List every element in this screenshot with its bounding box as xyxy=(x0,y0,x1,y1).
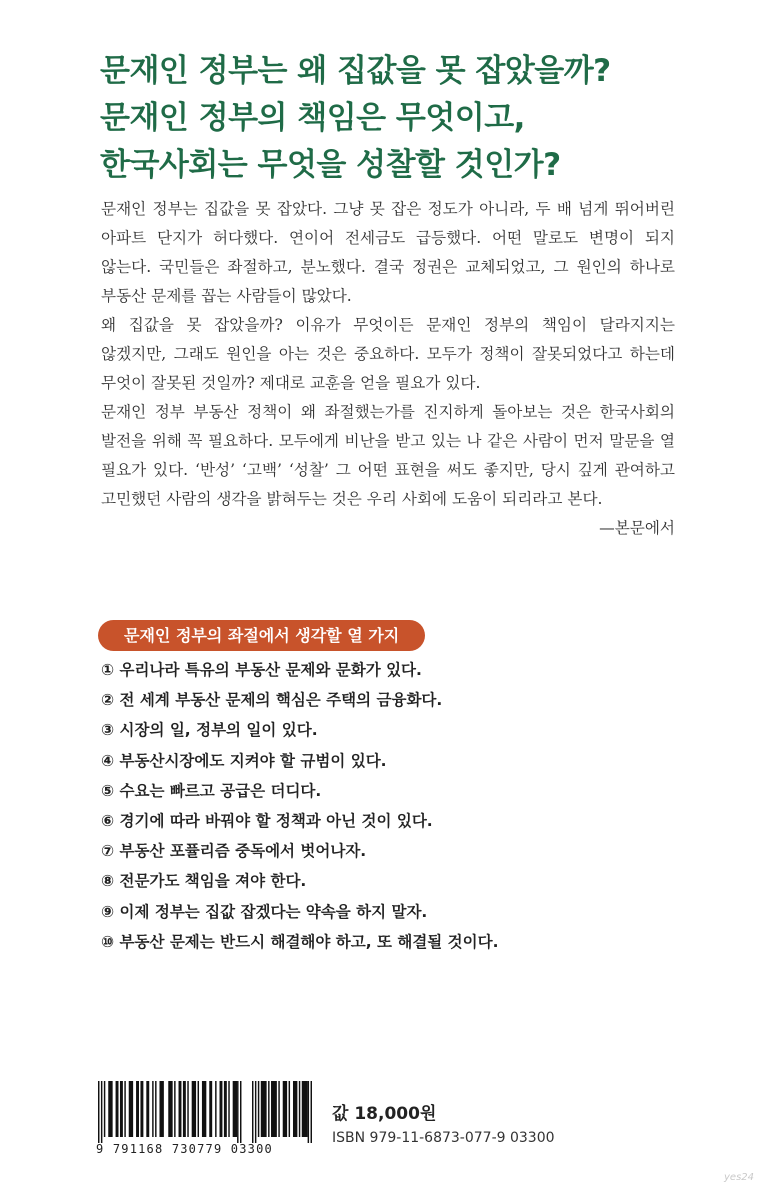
barcode-bar xyxy=(129,1081,133,1137)
barcode-bar xyxy=(233,1081,237,1137)
barcode-bar xyxy=(98,1081,99,1143)
barcode-bar xyxy=(278,1081,279,1137)
barcode-bar xyxy=(261,1081,267,1137)
headline-line-3: 한국사회는 무엇을 성찰할 것인가? xyxy=(100,147,561,183)
excerpt-source: —본문에서 xyxy=(599,519,675,537)
barcode-bar xyxy=(198,1081,199,1137)
reason-item-8: ⑧ 전문가도 책임을 져야 한다. xyxy=(101,872,307,891)
barcode-bar xyxy=(187,1081,188,1137)
barcode-bar xyxy=(209,1081,212,1137)
barcode-bar xyxy=(255,1081,256,1143)
barcode-bar xyxy=(183,1081,186,1137)
barcode-bar xyxy=(271,1081,277,1137)
section-title-badge: 문재인 정부의 좌절에서 생각할 열 가지 xyxy=(98,620,425,651)
barcode-bar xyxy=(101,1081,102,1143)
barcode-bar xyxy=(240,1081,241,1143)
barcode-bar xyxy=(258,1081,259,1137)
barcode-bar xyxy=(140,1081,143,1137)
barcode-bar xyxy=(159,1081,163,1137)
barcode-bar xyxy=(168,1081,172,1137)
barcode-bar xyxy=(308,1081,309,1143)
barcode-bar xyxy=(146,1081,149,1137)
price-label: 값 18,000원 xyxy=(332,1104,437,1124)
headline-line-1: 문재인 정부는 왜 집값을 못 잡았을까? xyxy=(100,53,611,89)
reason-item-4: ④ 부동산시장에도 지켜야 할 규범이 있다. xyxy=(101,751,387,770)
barcode-bar xyxy=(179,1081,182,1137)
reason-item-3: ③ 시장의 일, 정부의 일이 있다. xyxy=(101,721,318,740)
barcode-bar xyxy=(192,1081,196,1137)
isbn-label: ISBN 979-11-6873-077-9 03300 xyxy=(332,1130,555,1146)
barcode-bar xyxy=(152,1081,153,1137)
barcode-bar xyxy=(268,1081,269,1137)
barcode-bar xyxy=(136,1081,139,1137)
reason-item-6: ⑥ 경기에 따라 바꿔야 할 정책과 아닌 것이 있다. xyxy=(101,812,433,831)
excerpt-paragraph-3: 문재인 정부 부동산 정책이 왜 좌절했는가를 진지하게 돌아보는 것은 한국사회의 발전을 위해 꼭 필요하다. 모두에게 비난을 받고 있는 나 같은 사람이 먼저 말문을 열 필요가 있다. ‘반성’ ‘고백’ ‘성찰’ 그 어떤 표현을 써도 좋지만, 당시 깊게 관여하고 고민했던 사람의 생각을 밝혀두는 것은 우리 사회에 도움이 되리라고 본다. xyxy=(101,403,675,508)
barcode-bar xyxy=(116,1081,119,1137)
barcode-bar xyxy=(302,1081,308,1137)
watermark-text: yes24 xyxy=(724,1172,755,1183)
barcode-bar xyxy=(120,1081,123,1137)
barcode-bar xyxy=(155,1081,156,1137)
headline-line-2: 문재인 정부의 책임은 무엇이고, xyxy=(100,100,525,136)
barcode-bar xyxy=(174,1081,175,1137)
barcode-bar xyxy=(108,1081,112,1137)
barcode-bar xyxy=(289,1081,290,1137)
barcode-bar xyxy=(220,1081,223,1137)
excerpt-paragraph-1: 문재인 정부는 집값을 못 잡았다. 그냥 못 잡은 정도가 아니라, 두 배 넘게 뛰어버린 아파트 단지가 허다했다. 연이어 전세금도 급등했다. 어떤 말로도 변명이 되지 않는다. 국민들은 좌절하고, 분노했다. 결국 정권은 교체되었고, 그 원인의 하나로 부동산 문제를 꼽는 사람들이 많았다. xyxy=(101,200,675,305)
barcode-bar xyxy=(311,1081,312,1143)
barcode-bar xyxy=(202,1081,206,1137)
barcode-bar xyxy=(237,1081,238,1143)
barcode-bar xyxy=(283,1081,287,1137)
barcode-bar xyxy=(252,1081,253,1143)
reason-item-9: ⑨ 이제 정부는 집값 잡겠다는 약속을 하지 말자. xyxy=(101,902,428,921)
barcode-bar xyxy=(215,1081,216,1137)
reason-item-10: ⑩ 부동산 문제는 반드시 해결해야 하고, 또 해결될 것이다. xyxy=(101,932,499,951)
reason-item-2: ② 전 세계 부동산 문제의 핵심은 주택의 금융화다. xyxy=(101,691,443,710)
barcode-bar xyxy=(228,1081,229,1137)
barcode-bar xyxy=(224,1081,227,1137)
barcode-bar xyxy=(104,1081,105,1137)
reason-item-1: ① 우리나라 특유의 부동산 문제와 문화가 있다. xyxy=(101,661,422,679)
headline xyxy=(100,48,740,189)
excerpt-paragraph-2: 왜 집값을 못 잡았을까? 이유가 무엇이든 문재인 정부의 책임이 달라지지는 않겠지만, 그래도 원인을 아는 것은 중요하다. 모두가 정책이 잘못되었다고 하는데 무엇이 잘못된 것일까? 제대로 교훈을 얻을 필요가 있다. xyxy=(101,316,675,392)
excerpt-body xyxy=(101,195,675,543)
reason-item-5: ⑤ 수요는 빠르고 공급은 더디다. xyxy=(101,781,322,800)
barcode-digits: 9 791168 730779 03300 xyxy=(96,1142,273,1156)
reasons-list xyxy=(101,655,701,957)
barcode-bar xyxy=(299,1081,300,1137)
barcode-bar xyxy=(124,1081,125,1137)
barcode-bar xyxy=(293,1081,297,1137)
reason-item-7: ⑦ 부동산 포퓰리즘 중독에서 벗어나자. xyxy=(101,842,367,861)
